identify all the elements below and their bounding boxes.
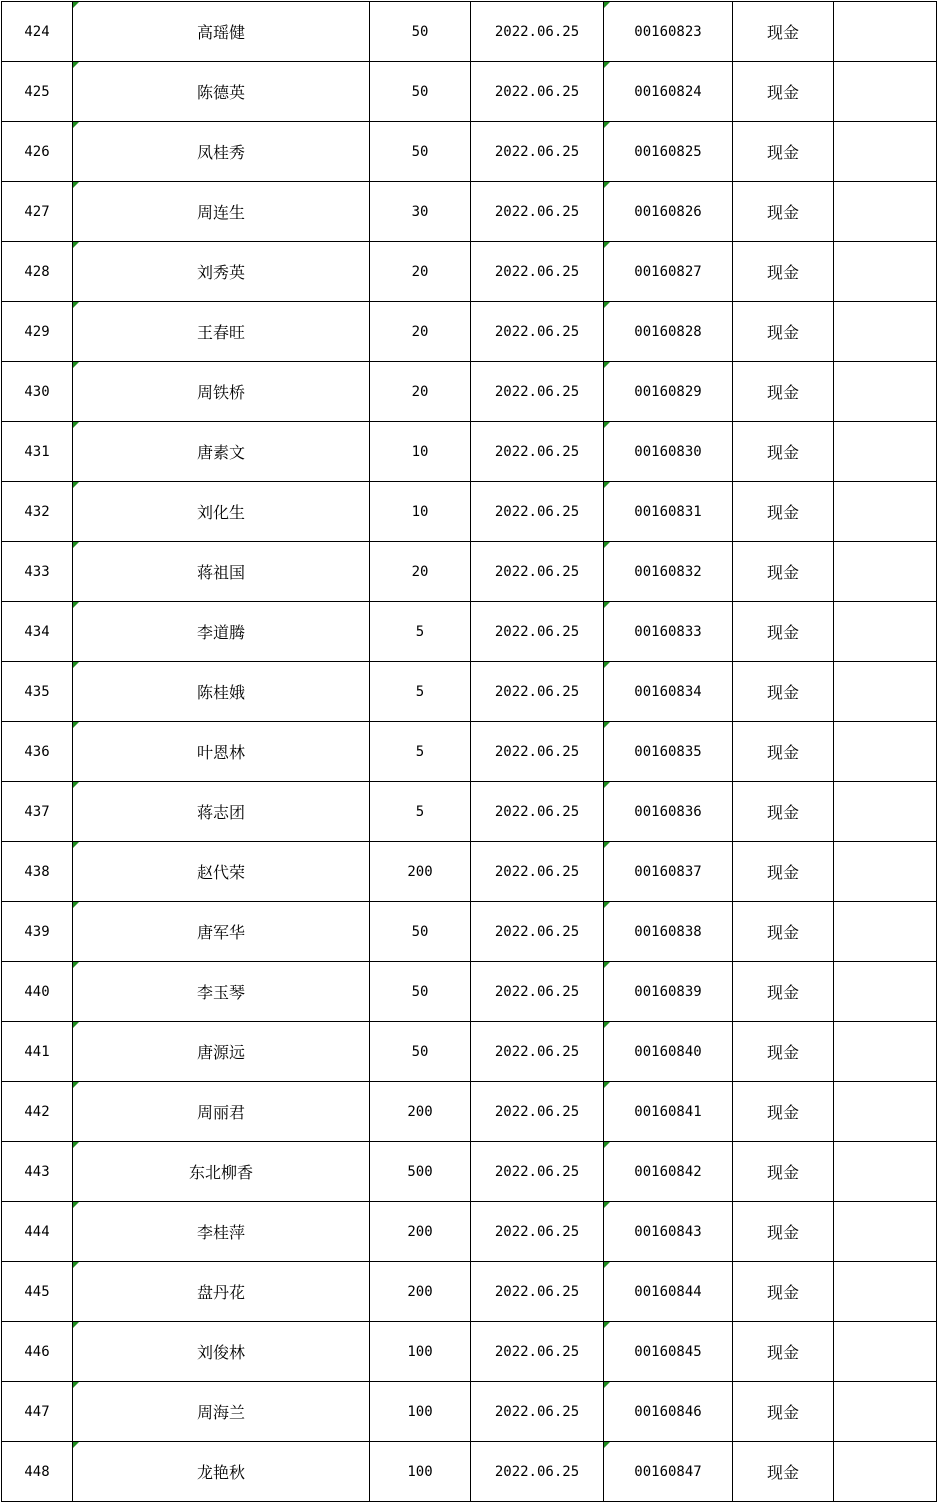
donor-name-cell[interactable]: 周连生 xyxy=(73,182,370,242)
amount-cell[interactable]: 100 xyxy=(370,1442,471,1502)
row-number-cell[interactable]: 448 xyxy=(2,1442,73,1502)
amount-cell[interactable]: 50 xyxy=(370,62,471,122)
donor-name-cell[interactable]: 周海兰 xyxy=(73,1382,370,1442)
donor-name-cell[interactable]: 东北柳香 xyxy=(73,1142,370,1202)
table-row xyxy=(2,422,937,482)
row-number-cell[interactable]: 445 xyxy=(2,1262,73,1322)
receipt-number-cell[interactable]: 00160845 xyxy=(604,1322,733,1382)
date-cell[interactable]: 2022.06.25 xyxy=(471,902,604,962)
receipt-number-cell[interactable]: 00160843 xyxy=(604,1202,733,1262)
receipt-number-cell[interactable]: 00160830 xyxy=(604,422,733,482)
date-cell[interactable]: 2022.06.25 xyxy=(471,1262,604,1322)
note-cell[interactable] xyxy=(834,602,937,662)
amount-cell[interactable]: 200 xyxy=(370,842,471,902)
table-row xyxy=(2,1382,937,1442)
date-cell[interactable]: 2022.06.25 xyxy=(471,62,604,122)
note-cell[interactable] xyxy=(834,362,937,422)
donor-name-cell[interactable]: 李道腾 xyxy=(73,602,370,662)
date-cell[interactable]: 2022.06.25 xyxy=(471,1382,604,1442)
receipt-number-cell[interactable]: 00160824 xyxy=(604,62,733,122)
donor-name-cell[interactable]: 唐源远 xyxy=(73,1022,370,1082)
row-number-cell[interactable]: 437 xyxy=(2,782,73,842)
payment-method-cell[interactable]: 现金 xyxy=(733,782,834,842)
amount-cell[interactable]: 30 xyxy=(370,182,471,242)
table-row xyxy=(2,242,937,302)
note-cell[interactable] xyxy=(834,722,937,782)
table-row xyxy=(2,302,937,362)
donor-name-cell[interactable]: 唐素文 xyxy=(73,422,370,482)
donor-name-cell[interactable]: 唐军华 xyxy=(73,902,370,962)
payment-method-cell[interactable]: 现金 xyxy=(733,302,834,362)
amount-cell[interactable]: 50 xyxy=(370,2,471,62)
table-row xyxy=(2,62,937,122)
payment-method-cell[interactable]: 现金 xyxy=(733,542,834,602)
donor-name-cell[interactable]: 刘俊林 xyxy=(73,1322,370,1382)
note-cell[interactable] xyxy=(834,422,937,482)
table-row xyxy=(2,2,937,62)
donor-name-cell[interactable]: 凤桂秀 xyxy=(73,122,370,182)
table-row xyxy=(2,662,937,722)
row-number-cell[interactable]: 430 xyxy=(2,362,73,422)
donor-name-cell[interactable]: 龙艳秋 xyxy=(73,1442,370,1502)
row-number-cell[interactable]: 424 xyxy=(2,2,73,62)
receipt-number-cell[interactable]: 00160839 xyxy=(604,962,733,1022)
receipt-number-cell[interactable]: 00160832 xyxy=(604,542,733,602)
row-number-cell[interactable]: 440 xyxy=(2,962,73,1022)
receipt-number-cell[interactable]: 00160827 xyxy=(604,242,733,302)
note-cell[interactable] xyxy=(834,2,937,62)
payment-method-cell[interactable]: 现金 xyxy=(733,122,834,182)
amount-cell[interactable]: 20 xyxy=(370,542,471,602)
amount-cell[interactable]: 5 xyxy=(370,782,471,842)
table-row xyxy=(2,1142,937,1202)
receipt-number-cell[interactable]: 00160840 xyxy=(604,1022,733,1082)
amount-cell[interactable]: 5 xyxy=(370,602,471,662)
receipt-number-cell[interactable]: 00160846 xyxy=(604,1382,733,1442)
payment-method-cell[interactable]: 现金 xyxy=(733,242,834,302)
row-number-cell[interactable]: 438 xyxy=(2,842,73,902)
date-cell[interactable]: 2022.06.25 xyxy=(471,782,604,842)
note-cell[interactable] xyxy=(834,482,937,542)
row-number-cell[interactable]: 442 xyxy=(2,1082,73,1142)
payment-method-cell[interactable]: 现金 xyxy=(733,182,834,242)
note-cell[interactable] xyxy=(834,1442,937,1502)
receipt-number-cell[interactable]: 00160847 xyxy=(604,1442,733,1502)
payment-method-cell[interactable]: 现金 xyxy=(733,362,834,422)
date-cell[interactable]: 2022.06.25 xyxy=(471,1442,604,1502)
date-cell[interactable]: 2022.06.25 xyxy=(471,122,604,182)
date-cell[interactable]: 2022.06.25 xyxy=(471,422,604,482)
receipt-number-cell[interactable]: 00160823 xyxy=(604,2,733,62)
donation-table xyxy=(1,1,937,1502)
table-row xyxy=(2,602,937,662)
payment-method-cell[interactable]: 现金 xyxy=(733,422,834,482)
date-cell[interactable]: 2022.06.25 xyxy=(471,2,604,62)
row-number-cell[interactable]: 425 xyxy=(2,62,73,122)
note-cell[interactable] xyxy=(834,1082,937,1142)
payment-method-cell[interactable]: 现金 xyxy=(733,842,834,902)
note-cell[interactable] xyxy=(834,1382,937,1442)
row-number-cell[interactable]: 429 xyxy=(2,302,73,362)
date-cell[interactable]: 2022.06.25 xyxy=(471,1322,604,1382)
row-number-cell[interactable]: 444 xyxy=(2,1202,73,1262)
receipt-number-cell[interactable]: 00160838 xyxy=(604,902,733,962)
amount-cell[interactable]: 100 xyxy=(370,1382,471,1442)
date-cell[interactable]: 2022.06.25 xyxy=(471,842,604,902)
donor-name-cell[interactable]: 高瑶健 xyxy=(73,2,370,62)
amount-cell[interactable]: 500 xyxy=(370,1142,471,1202)
payment-method-cell[interactable]: 现金 xyxy=(733,62,834,122)
table-row xyxy=(2,482,937,542)
payment-method-cell[interactable]: 现金 xyxy=(733,1082,834,1142)
receipt-number-cell[interactable]: 00160835 xyxy=(604,722,733,782)
date-cell[interactable]: 2022.06.25 xyxy=(471,302,604,362)
payment-method-cell[interactable]: 现金 xyxy=(733,902,834,962)
table-row xyxy=(2,842,937,902)
date-cell[interactable]: 2022.06.25 xyxy=(471,1082,604,1142)
amount-cell[interactable]: 5 xyxy=(370,722,471,782)
receipt-number-cell[interactable]: 00160829 xyxy=(604,362,733,422)
row-number-cell[interactable]: 431 xyxy=(2,422,73,482)
donor-name-cell[interactable]: 盘丹花 xyxy=(73,1262,370,1322)
table-row xyxy=(2,1022,937,1082)
donor-name-cell[interactable]: 王春旺 xyxy=(73,302,370,362)
receipt-number-cell[interactable]: 00160831 xyxy=(604,482,733,542)
amount-cell[interactable]: 20 xyxy=(370,242,471,302)
donor-name-cell[interactable]: 陈德英 xyxy=(73,62,370,122)
table-row xyxy=(2,1442,937,1502)
row-number-cell[interactable]: 443 xyxy=(2,1142,73,1202)
amount-cell[interactable]: 200 xyxy=(370,1262,471,1322)
date-cell[interactable]: 2022.06.25 xyxy=(471,602,604,662)
amount-cell[interactable]: 50 xyxy=(370,1022,471,1082)
payment-method-cell[interactable]: 现金 xyxy=(733,962,834,1022)
date-cell[interactable]: 2022.06.25 xyxy=(471,1202,604,1262)
note-cell[interactable] xyxy=(834,782,937,842)
table-row xyxy=(2,902,937,962)
donor-name-cell[interactable]: 赵代荣 xyxy=(73,842,370,902)
payment-method-cell[interactable]: 现金 xyxy=(733,662,834,722)
donor-name-cell[interactable]: 叶恩林 xyxy=(73,722,370,782)
date-cell[interactable]: 2022.06.25 xyxy=(471,962,604,1022)
row-number-cell[interactable]: 432 xyxy=(2,482,73,542)
receipt-number-cell[interactable]: 00160834 xyxy=(604,662,733,722)
date-cell[interactable]: 2022.06.25 xyxy=(471,482,604,542)
row-number-cell[interactable]: 428 xyxy=(2,242,73,302)
payment-method-cell[interactable]: 现金 xyxy=(733,722,834,782)
date-cell[interactable]: 2022.06.25 xyxy=(471,1142,604,1202)
row-number-cell[interactable]: 436 xyxy=(2,722,73,782)
amount-cell[interactable]: 200 xyxy=(370,1202,471,1262)
payment-method-cell[interactable]: 现金 xyxy=(733,1142,834,1202)
amount-cell[interactable]: 10 xyxy=(370,422,471,482)
row-number-cell[interactable]: 434 xyxy=(2,602,73,662)
date-cell[interactable]: 2022.06.25 xyxy=(471,242,604,302)
payment-method-cell[interactable]: 现金 xyxy=(733,1022,834,1082)
donor-name-cell[interactable]: 周丽君 xyxy=(73,1082,370,1142)
note-cell[interactable] xyxy=(834,962,937,1022)
table-body xyxy=(2,2,937,1502)
receipt-number-cell[interactable]: 00160844 xyxy=(604,1262,733,1322)
row-number-cell[interactable]: 439 xyxy=(2,902,73,962)
note-cell[interactable] xyxy=(834,542,937,602)
receipt-number-cell[interactable]: 00160826 xyxy=(604,182,733,242)
note-cell[interactable] xyxy=(834,662,937,722)
receipt-number-cell[interactable]: 00160842 xyxy=(604,1142,733,1202)
table-row xyxy=(2,362,937,422)
row-number-cell[interactable]: 446 xyxy=(2,1322,73,1382)
note-cell[interactable] xyxy=(834,182,937,242)
date-cell[interactable]: 2022.06.25 xyxy=(471,722,604,782)
donor-name-cell[interactable]: 刘化生 xyxy=(73,482,370,542)
note-cell[interactable] xyxy=(834,1202,937,1262)
receipt-number-cell[interactable]: 00160825 xyxy=(604,122,733,182)
payment-method-cell[interactable]: 现金 xyxy=(733,2,834,62)
row-number-cell[interactable]: 427 xyxy=(2,182,73,242)
date-cell[interactable]: 2022.06.25 xyxy=(471,542,604,602)
note-cell[interactable] xyxy=(834,242,937,302)
row-number-cell[interactable]: 447 xyxy=(2,1382,73,1442)
receipt-number-cell[interactable]: 00160837 xyxy=(604,842,733,902)
table-row xyxy=(2,182,937,242)
note-cell[interactable] xyxy=(834,1142,937,1202)
amount-cell[interactable]: 20 xyxy=(370,302,471,362)
note-cell[interactable] xyxy=(834,842,937,902)
table-row xyxy=(2,122,937,182)
amount-cell[interactable]: 50 xyxy=(370,962,471,1022)
donor-name-cell[interactable]: 周铁桥 xyxy=(73,362,370,422)
note-cell[interactable] xyxy=(834,62,937,122)
payment-method-cell[interactable]: 现金 xyxy=(733,1442,834,1502)
donor-name-cell[interactable]: 蒋祖国 xyxy=(73,542,370,602)
receipt-number-cell[interactable]: 00160841 xyxy=(604,1082,733,1142)
amount-cell[interactable]: 20 xyxy=(370,362,471,422)
table-row xyxy=(2,1202,937,1262)
payment-method-cell[interactable]: 现金 xyxy=(733,1262,834,1322)
table-row xyxy=(2,1322,937,1382)
payment-method-cell[interactable]: 现金 xyxy=(733,482,834,542)
amount-cell[interactable]: 10 xyxy=(370,482,471,542)
receipt-number-cell[interactable]: 00160833 xyxy=(604,602,733,662)
donor-name-cell[interactable]: 陈桂娥 xyxy=(73,662,370,722)
amount-cell[interactable]: 5 xyxy=(370,662,471,722)
row-number-cell[interactable]: 441 xyxy=(2,1022,73,1082)
payment-method-cell[interactable]: 现金 xyxy=(733,602,834,662)
payment-method-cell[interactable]: 现金 xyxy=(733,1382,834,1442)
note-cell[interactable] xyxy=(834,302,937,362)
donor-name-cell[interactable]: 蒋志团 xyxy=(73,782,370,842)
row-number-cell[interactable]: 435 xyxy=(2,662,73,722)
date-cell[interactable]: 2022.06.25 xyxy=(471,1022,604,1082)
receipt-number-cell[interactable]: 00160836 xyxy=(604,782,733,842)
amount-cell[interactable]: 50 xyxy=(370,902,471,962)
row-number-cell[interactable]: 433 xyxy=(2,542,73,602)
note-cell[interactable] xyxy=(834,122,937,182)
table-row xyxy=(2,1262,937,1322)
amount-cell[interactable]: 50 xyxy=(370,122,471,182)
payment-method-cell[interactable]: 现金 xyxy=(733,1322,834,1382)
table-row xyxy=(2,542,937,602)
date-cell[interactable]: 2022.06.25 xyxy=(471,182,604,242)
donor-name-cell[interactable]: 李玉琴 xyxy=(73,962,370,1022)
date-cell[interactable]: 2022.06.25 xyxy=(471,362,604,422)
note-cell[interactable] xyxy=(834,1022,937,1082)
table-row xyxy=(2,722,937,782)
note-cell[interactable] xyxy=(834,1262,937,1322)
payment-method-cell[interactable]: 现金 xyxy=(733,1202,834,1262)
date-cell[interactable]: 2022.06.25 xyxy=(471,662,604,722)
note-cell[interactable] xyxy=(834,1322,937,1382)
table-row xyxy=(2,962,937,1022)
amount-cell[interactable]: 200 xyxy=(370,1082,471,1142)
donor-name-cell[interactable]: 刘秀英 xyxy=(73,242,370,302)
row-number-cell[interactable]: 426 xyxy=(2,122,73,182)
receipt-number-cell[interactable]: 00160828 xyxy=(604,302,733,362)
table-row xyxy=(2,1082,937,1142)
donor-name-cell[interactable]: 李桂萍 xyxy=(73,1202,370,1262)
note-cell[interactable] xyxy=(834,902,937,962)
amount-cell[interactable]: 100 xyxy=(370,1322,471,1382)
table-row xyxy=(2,782,937,842)
